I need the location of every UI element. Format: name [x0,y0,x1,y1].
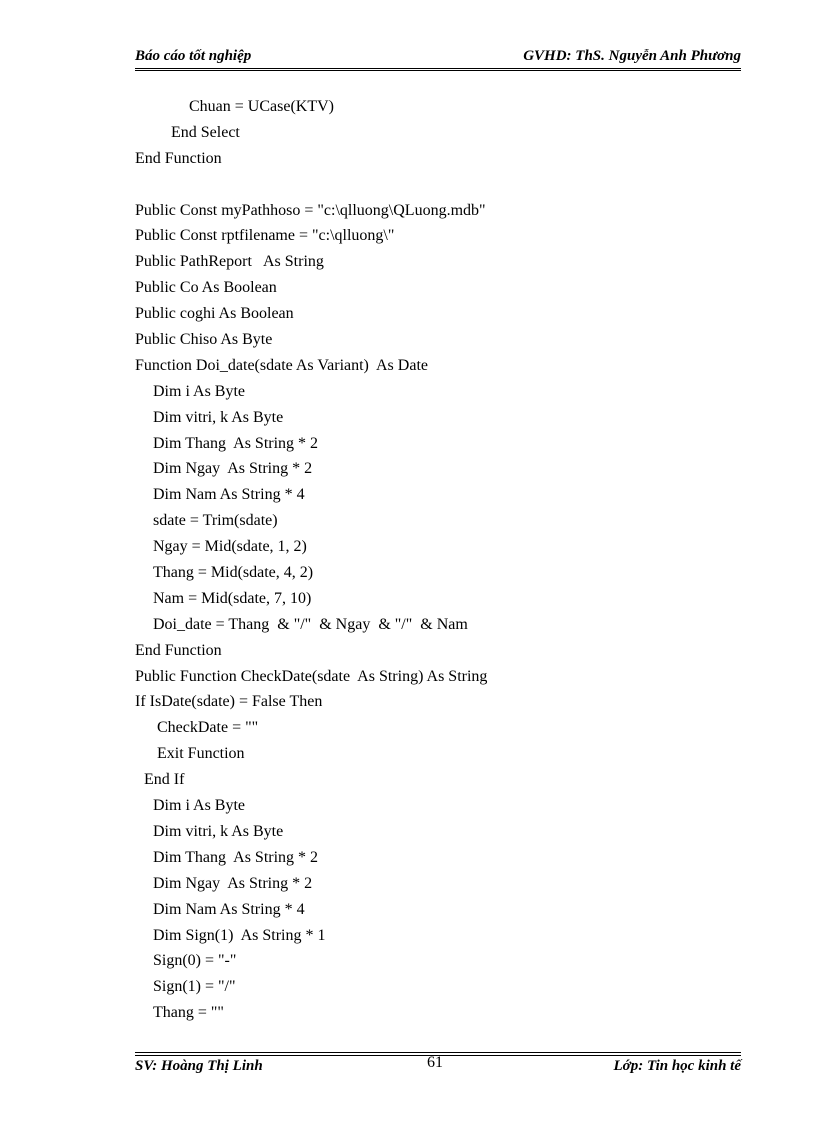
code-listing [135,94,735,1026]
code-line: Dim Nam As String * 4 [153,900,305,918]
code-line: Nam = Mid(sdate, 7, 10) [153,589,312,607]
code-line: Dim i As Byte [153,797,246,815]
page-header [135,48,741,68]
code-line: Public coghi As Boolean [135,305,294,323]
footer-class: Lớp: Tin học kinh tế [613,1058,741,1074]
code-line: Dim Thang As String * 2 [153,434,319,452]
code-line: Dim Sign(1) As String * 1 [153,926,326,944]
code-line: Dim Nam As String * 4 [153,486,305,504]
code-line: Public Chiso As Byte [135,331,273,349]
code-line: If IsDate(sdate) = False Then [135,693,323,711]
header-supervisor: GVHD: ThS. Nguyễn Anh Phương [523,48,741,64]
code-line: Public Function CheckDate(sdate As String) As String [135,667,488,685]
code-line: Doi_date = Thang & "/" & Ngay & "/" & Nam [153,615,468,633]
header-report-title: Báo cáo tốt nghiệp [135,48,252,64]
code-line: Thang = "" [153,1004,224,1022]
code-line [135,172,735,198]
code-line: Dim Ngay As String * 2 [153,874,313,892]
code-line: Exit Function [157,745,245,763]
header-divider-secondary [135,70,741,71]
code-line: sdate = Trim(sdate) [153,512,278,530]
footer-student: SV: Hoàng Thị Linh [135,1058,263,1074]
footer-divider [135,1052,741,1053]
code-line: Dim vitri, k As Byte [153,408,284,426]
code-line: End Select [171,123,240,141]
code-line: End If [144,771,185,789]
code-line: Chuan = UCase(KTV) [189,98,334,115]
code-line: Ngay = Mid(sdate, 1, 2) [153,538,307,556]
header-divider [135,68,741,69]
code-line: End Function [135,149,222,167]
code-line: Public Const myPathhoso = "c:\qlluong\QLuong.mdb" [135,201,486,219]
code-line: Dim vitri, k As Byte [153,822,284,840]
code-line: Dim Ngay As String * 2 [153,460,313,478]
code-line: Dim i As Byte [153,382,246,400]
code-line: CheckDate = "" [157,719,259,737]
page-footer [135,1056,741,1078]
code-line: Function Doi_date(sdate As Variant) As Date [135,356,428,374]
code-line: Sign(0) = "-" [153,952,237,970]
code-line: Public Co As Boolean [135,279,277,297]
code-line: Thang = Mid(sdate, 4, 2) [153,564,314,582]
code-line: End Function [135,641,222,659]
code-line: Public Const rptfilename = "c:\qlluong\" [135,227,395,245]
page-number: 61 [427,1054,443,1071]
code-line: Public PathReport As String [135,253,324,271]
code-line: Sign(1) = "/" [153,978,236,996]
code-line: Dim Thang As String * 2 [153,848,319,866]
